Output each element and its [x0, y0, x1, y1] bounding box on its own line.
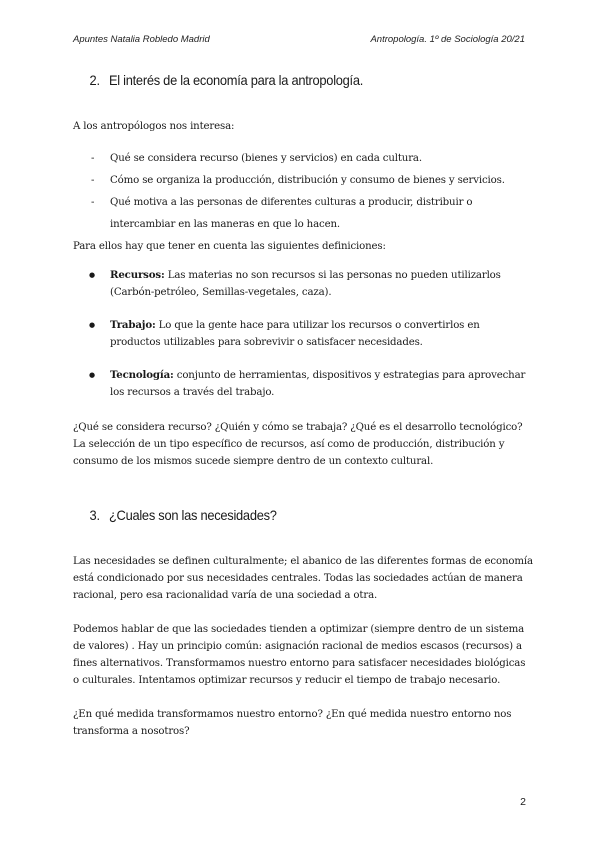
list-item: - Qué se considera recurso (bienes y servicios) en cada cultura. [73, 148, 533, 170]
needs-paragraph-1: Las necesidades se definen culturalmente; el abanico de las diferentes formas de economía está condicionado por sus necesidades centrales. Todas las sociedades actúan de manera racional, pero esa racionalidad varía de una sociedad a otra. [73, 556, 533, 601]
questions-paragraph: ¿Qué se considera recurso? ¿Quién y cómo se trabaja? ¿Qué es el desarrollo tecnológico? La selección de un tipo específico de recursos, así como de producción, distribución y consumo de los mismos sucede siempre dentro de un contexto cultural. [73, 422, 523, 467]
definition-term: Recursos: [110, 269, 165, 281]
page-number: 2 [520, 796, 526, 808]
definition-text: conjunto de herramientas, dispositivos y estrategias para aprovechar los recursos a través del trabajo. [110, 370, 526, 398]
page-content [73, 72, 533, 740]
needs-paragraph-3: ¿En qué medida transformamos nuestro entorno? ¿En qué medida nuestro entorno nos transforma a nosotros? [73, 709, 512, 737]
definition-term: Trabajo: [110, 319, 156, 331]
definitions-list [73, 267, 533, 401]
page-header [73, 34, 525, 45]
definition-text: Las materias no son recursos si las personas no pueden utilizarlos (Carbón-petróleo, Semillas-vegetales, caza). [110, 270, 501, 298]
list-item: - Qué motiva a las personas de diferentes culturas a producir, distribuir o intercambiar en las maneras en que lo hacen. [73, 192, 533, 236]
definition-item [73, 267, 533, 301]
section-2-number: 2. [89, 72, 100, 88]
interest-list [73, 148, 533, 236]
section-2-title: El interés de la economía para la antropología. [108, 72, 364, 88]
needs-paragraph-2: Podemos hablar de que las sociedades tienden a optimizar (siempre dentro de un sistema de valores) . Hay un principio común: asignación racional de medios escasos (recursos) a fines alternativos. Transformamos nuestro entorno para satisfacer necesidades biológicas o culturales. Intentamos optimizar recursos y reducir el tiempo de trabajo necesario. [73, 624, 526, 686]
list-item: - Cómo se organiza la producción, distribución y consumo de bienes y servicios. [73, 170, 533, 192]
section-3-title: ¿Cuales son las necesidades? [108, 507, 277, 523]
definitions-intro: Para ellos hay que tener en cuenta las siguientes definiciones: [73, 241, 386, 252]
definition-item [73, 367, 533, 401]
definition-text: Lo que la gente hace para utilizar los recursos o convertirlos en productos utilizables para sobrevivir o satisfacer necesidades. [110, 320, 480, 348]
header-author: Apuntes Natalia Robledo Madrid [73, 34, 210, 45]
definition-item [73, 317, 533, 351]
definition-term: Tecnología: [110, 369, 174, 381]
header-course: Antropología. 1º de Sociología 20/21 [370, 34, 525, 45]
section-2-heading [73, 72, 496, 89]
section-2-intro: A los antropólogos nos interesa: [73, 121, 235, 132]
section-3-number: 3. [89, 507, 100, 523]
section-3-heading [73, 507, 496, 524]
